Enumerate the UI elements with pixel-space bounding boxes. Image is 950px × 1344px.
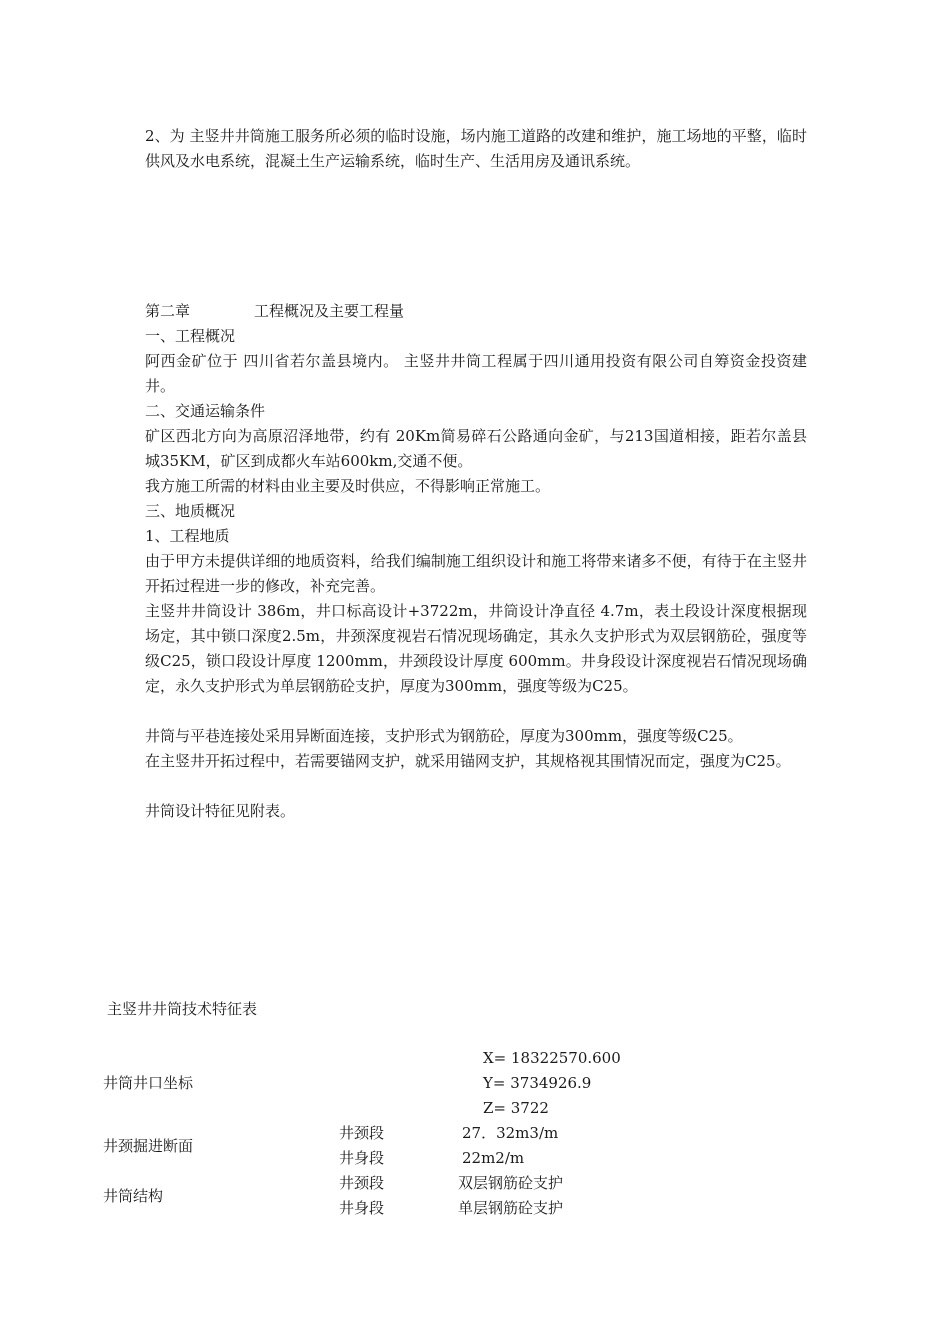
section-3-paragraph-1: 由于甲方未提供详细的地质资料，给我们编制施工组织设计和施工将带来诸多不便，有待于在主竖井开拓过程进一步的修改，补充完善。 (145, 552, 807, 595)
section-seg-1: 井颈段 (339, 1124, 385, 1142)
structure-seg-1: 井颈段 (339, 1174, 385, 1192)
section-seg-2: 井身段 (339, 1149, 385, 1167)
section-3-paragraph-4: 在主竖井开拓过程中，若需要锚网支护，就采用锚网支护，其规格视其围情况而定，强度为C25。 (145, 752, 791, 770)
chapter-title: 工程概况及主要工程量 (254, 302, 405, 320)
section-val-2: 22m2/m (462, 1149, 525, 1167)
section-1-heading: 一、工程概况 (145, 327, 236, 345)
section-3-paragraph-3: 井筒与平巷连接处采用异断面连接，支护形式为钢筋砼，厚度为300mm，强度等级C25。 (145, 727, 743, 745)
coord-x: X= 18322570.600 (483, 1049, 621, 1067)
row-label-section: 井颈掘进断面 (103, 1137, 194, 1155)
section-2-body-1: 矿区西北方向为高原沼泽地带，约有 20Km简易碎石公路通向金矿，与213国道相接，距若尔盖县城35KM，矿区到成都火车站600km,交通不便。 (145, 427, 807, 470)
structure-val-1: 双层钢筋砼支护 (458, 1174, 564, 1192)
row-label-coords: 井筒井口坐标 (103, 1074, 194, 1092)
structure-val-2: 单层钢筋砼支护 (458, 1199, 564, 1217)
section-3-paragraph-2: 主竖井井筒设计 386m，井口标高设计+3722m，井筒设计净直径 4.7m，表土段设计深度根据现场定，其中锁口深度2.5m，井颈深度视岩石情况现场确定，其永久支护形式为双层钢筋砼，强度等级C25，锁口段设计厚度 1200mm，井颈段设计厚度 600mm。井身段设计深度视岩石情况现场确定，永久支护形式为单层钢筋砼支护，厚度为300mm，强度等级为C25。 (145, 602, 807, 695)
row-label-structure: 井筒结构 (103, 1187, 164, 1205)
chapter-number: 第二章 (145, 302, 191, 320)
coord-y: Y= 3734926.9 (483, 1074, 592, 1092)
section-2-heading: 二、交通运输条件 (145, 402, 266, 420)
section-3-heading: 三、地质概况 (145, 502, 236, 520)
structure-seg-2: 井身段 (339, 1199, 385, 1217)
section-3-paragraph-5: 井筒设计特征见附表。 (145, 802, 296, 820)
coord-z: Z= 3722 (483, 1099, 549, 1117)
section-val-1: 27．32m3/m (462, 1124, 559, 1142)
section-1-body: 阿西金矿位于 四川省若尔盖县境内。 主竖井井筒工程属于四川通用投资有限公司自筹资金投资建井。 (145, 352, 807, 395)
table-title: 主竖井井筒技术特征表 (107, 1000, 258, 1018)
section-3-sub1-heading: 1、工程地质 (145, 527, 230, 545)
section-2-body-2: 我方施工所需的材料由业主要及时供应，不得影响正常施工。 (145, 477, 551, 495)
intro-item-2: 2、为 主竖井井筒施工服务所必须的临时设施，场内施工道路的改建和维护，施工场地的平整，临时供风及水电系统，混凝土生产运输系统，临时生产、生活用房及通讯系统。 (145, 127, 807, 170)
